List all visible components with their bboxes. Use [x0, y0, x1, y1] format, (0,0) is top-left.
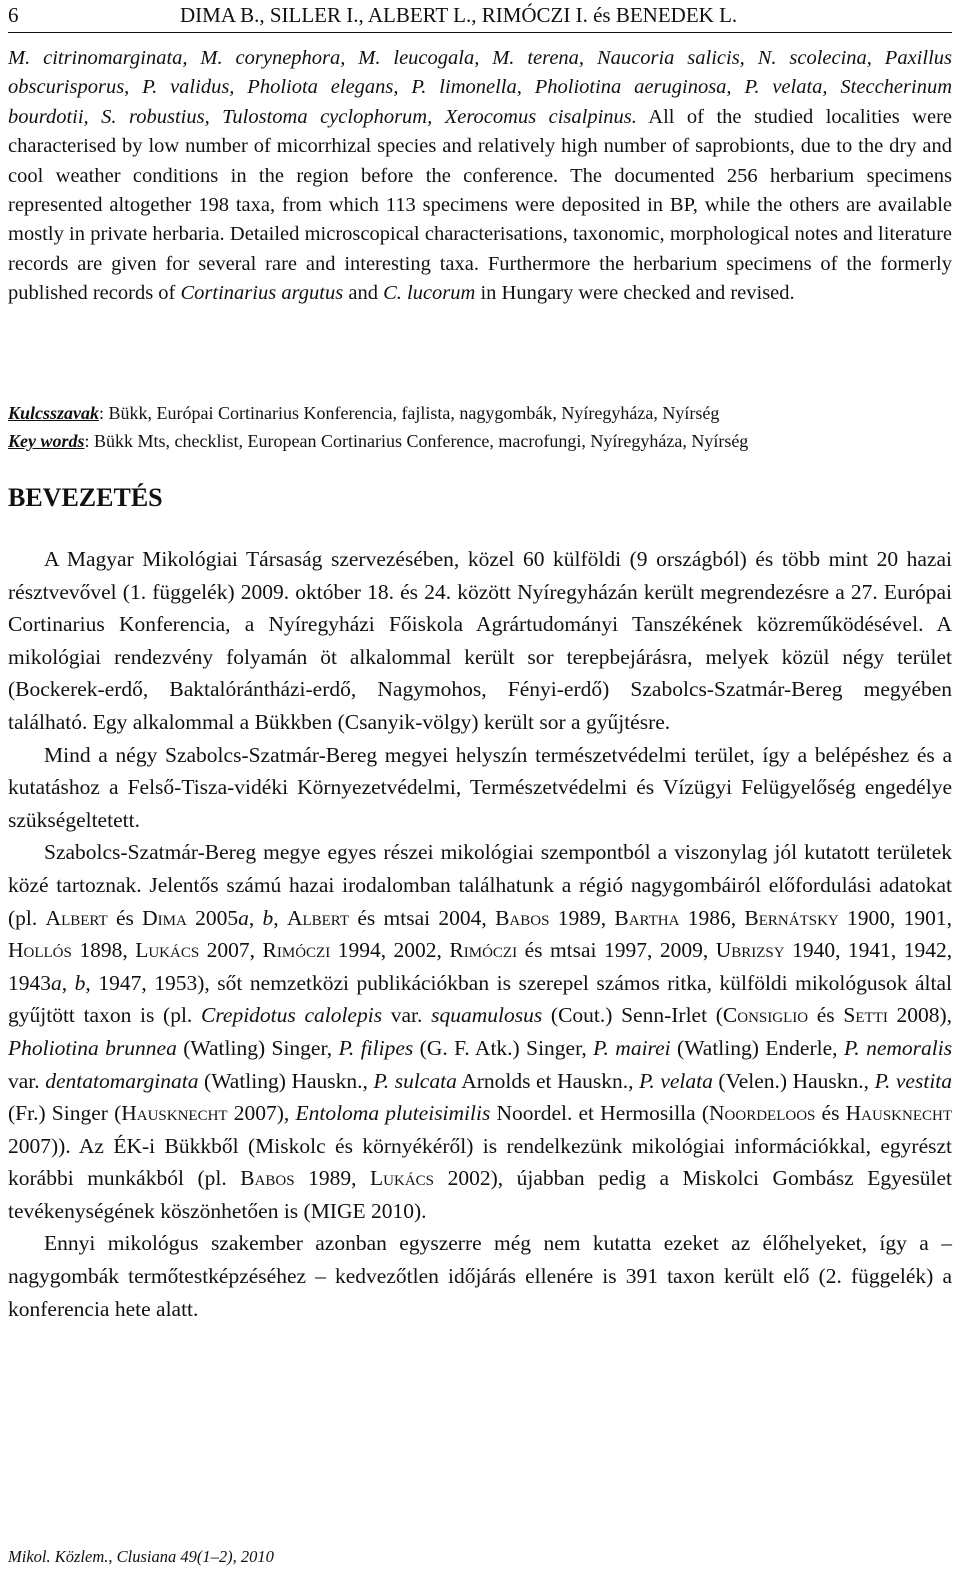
text: 1989,: [557, 905, 607, 930]
text: (Watling) Singer,: [183, 1035, 333, 1060]
abstract-text: All of the studied localities were characterised by low number of micorrhizal species and relatively high number of saprobionts, due to the dry and cool weather conditions in the region before the conference. The documented 256 herbarium specimens represented altogether 198 taxa, from which 113 specimens were deposited in BP, while the others are available mostly in private herbaria. Detailed microscopical characterisations, taxonomic, morphological notes and literature records are given for several rare and interesting taxa. Furthermore the herbarium specimens of the formerly published records of: [8, 105, 952, 305]
taxon-name: P. nemoralis: [843, 1035, 953, 1060]
author-name: Dima: [142, 905, 187, 930]
author-name: Hollós: [8, 938, 72, 963]
text: 1940, 1941, 1942, 1943: [8, 938, 953, 995]
section-heading: BEVEZETÉS: [8, 483, 163, 512]
taxon-name: P. sulcata: [373, 1068, 457, 1093]
taxon-name: P. filipes: [338, 1035, 414, 1060]
author-name: Noordeloos: [709, 1101, 816, 1126]
text: , 1947, 1953), sőt nemzetközi publikációkban is szerepel számos ritka, külföldi mikológusok által gyűjtött taxon is (pl.: [8, 970, 952, 1028]
author-name: Ubrizsy: [715, 938, 785, 963]
text: Szabolcs-Szatmár-Bereg megye egyes részei mikológiai szempontból a viszonylag jól kutatott területek közé tartoznak. Jelentős számú hazai irodalomban találhatunk a régió nagygombáiról előfordulási adatokat (pl.: [8, 840, 952, 930]
body-text: [8, 543, 952, 1325]
text: és mtsai 2004,: [357, 905, 487, 930]
keywords-text: : Bükk Mts, checklist, European Cortinarius Conference, macrofungi, Nyíregyháza, Nyírség: [84, 431, 749, 451]
text: 1900, 1901,: [847, 905, 953, 930]
text: 2007)). Az ÉK-i Bükkből (Miskolc és környékéről) is rendelkezünk mikológiai információkkal, egyrészt korábbi munkákból (pl.: [8, 1133, 952, 1191]
taxon-name: Cortinarius argutus: [180, 282, 344, 305]
text: és: [821, 1101, 840, 1126]
author-name: Rimóczi: [449, 938, 518, 963]
keywords-text: : Bükk, Európai Cortinarius Konferencia, fajlista, nagygombák, Nyíregyháza, Nyírség: [99, 403, 720, 423]
author-name: Hausknecht: [121, 1101, 228, 1126]
text: ,: [248, 905, 255, 930]
author-name: Bernátsky: [744, 905, 839, 930]
text: 2002), újabban pedig a Miskolci Gombász Egyesület tevékenységének köszönhetően is (MIGE 2010).: [8, 1166, 953, 1223]
text: és: [816, 1003, 835, 1028]
keywords-label: Kulcsszavak: [8, 403, 100, 423]
paragraph: Mind a négy Szabolcs-Szatmár-Bereg megyei helyszín természetvédelmi terület, így a belépéshez és a kutatáshoz a Felső-Tisza-vidéki Környezetvédelmi, Természetvédelmi és Vízügyi Felügyelőség engedélye szükségeltetett.: [8, 742, 952, 832]
text: (Watling) Hauskn.,: [204, 1068, 368, 1093]
year-suffix: a: [238, 905, 249, 930]
text: var.: [390, 1003, 423, 1028]
taxon-name: P. mairei: [593, 1035, 671, 1060]
taxon-name: Pholiotina brunnea: [8, 1035, 177, 1060]
text: 1986,: [687, 905, 737, 930]
text: 1989,: [308, 1166, 357, 1191]
taxon-name: Entoloma pluteisimilis: [295, 1101, 491, 1126]
text: 1994, 2002,: [337, 938, 442, 963]
text: (G. F. Atk.) Singer,: [419, 1035, 587, 1060]
year-suffix: b: [74, 970, 86, 995]
taxon-name: Crepidotus calolepis: [201, 1003, 383, 1028]
author-name: Albert: [286, 905, 350, 930]
text: és: [115, 905, 134, 930]
species-list: M. citrinomarginata, M. corynephora, M. leucogala, M. terena, Naucoria salicis, N. scolecina, Paxillus obscurisporus, P. validus, Pholiota elegans, P. limonella, Pholiotina aeruginosa, P. velata, Steccherinum bourdotii, S. robustius, Tulostoma cyclophorum, Xerocomus cisalpinus.: [8, 47, 952, 128]
author-name: Hausknecht: [845, 1101, 952, 1126]
text: 1898,: [79, 938, 128, 963]
text: és mtsai 1997, 2009,: [524, 938, 709, 963]
taxon-name: C. lucorum: [383, 282, 476, 305]
text: (Fr.) Singer (: [8, 1101, 122, 1126]
text: (Velen.) Hauskn.,: [718, 1068, 870, 1093]
page-number: 6: [8, 3, 19, 27]
author-name: Setti: [843, 1003, 888, 1028]
abstract-text: and: [348, 282, 378, 305]
author-name: Rimóczi: [262, 938, 331, 963]
year-suffix: b: [262, 905, 274, 930]
author-name: Babos: [495, 905, 550, 930]
abstract: [8, 44, 952, 309]
paragraph: Ennyi mikológus szakember azonban egyszerre még nem kutatta ezeket az élőhelyeket, így a – nagygombák termőtestképzéséhez – kedvezőtlen időjárás ellenére is 391 taxon került elő (2. függelék) a konferencia hete alatt.: [8, 1231, 952, 1321]
text: ,: [61, 970, 68, 995]
author-name: Lukács: [135, 938, 200, 963]
running-head-authors: DIMA B., SILLER I., ALBERT L., RIMÓCZI I. és BENEDEK L.: [180, 3, 738, 27]
author-name: Albert: [45, 905, 108, 930]
taxon-name: dentatomarginata: [45, 1068, 199, 1093]
keywords-hungarian: [8, 403, 952, 424]
keywords-english: [8, 431, 952, 452]
author-name: Babos: [240, 1166, 295, 1191]
text: (Cout.) Senn-Irlet (: [550, 1003, 723, 1028]
taxon-name: P. vestita: [874, 1068, 953, 1093]
paragraph: A Magyar Mikológiai Társaság szervezésében, közel 60 külföldi (9 országból) és több mint 20 hazai résztvevővel (1. függelék) 2009. október 18. és 24. között Nyíregyházán került megrendezésre a 27. Európai Cortinarius Konferencia, a Nyíregyházi Főiskola Agrártudományi Tanszékének közreműködésével. A mikológiai rendezvény folyamán öt alkalommal került sor terepbejárásra, melyek közül négy terület (Bockerek-erdő, Baktalórántházi-erdő, Nagymohos, Fényi-erdő) Szabolcs-Szatmár-Bereg megyében található. Egy alkalommal a Bükkben (Csanyik-völgy) került sor a gyűjtésre.: [8, 547, 952, 734]
paragraph: [8, 836, 952, 1227]
text: Arnolds et Hauskn.,: [461, 1068, 634, 1093]
text: 2007),: [233, 1101, 290, 1126]
text: Noordel. et Hermosilla (: [496, 1101, 710, 1126]
taxon-name: P. velata: [639, 1068, 713, 1093]
text: ,: [273, 905, 279, 930]
text: var.: [8, 1068, 40, 1093]
year-suffix: a: [51, 970, 62, 995]
text: 2005: [195, 905, 239, 930]
journal-footer: Mikol. Közlem., Clusiana 49(1–2), 2010: [8, 1547, 274, 1566]
author-name: Bartha: [614, 905, 680, 930]
text: 2008),: [896, 1003, 953, 1028]
running-header: [8, 2, 952, 33]
keywords-label: Key words: [8, 431, 85, 451]
abstract-text: in Hungary were checked and revised.: [480, 282, 795, 305]
author-name: Consiglio: [722, 1003, 809, 1028]
taxon-name: squamulosus: [431, 1003, 543, 1028]
text: (Watling) Enderle,: [677, 1035, 838, 1060]
author-name: Lukács: [370, 1166, 435, 1191]
text: 2007,: [206, 938, 256, 963]
